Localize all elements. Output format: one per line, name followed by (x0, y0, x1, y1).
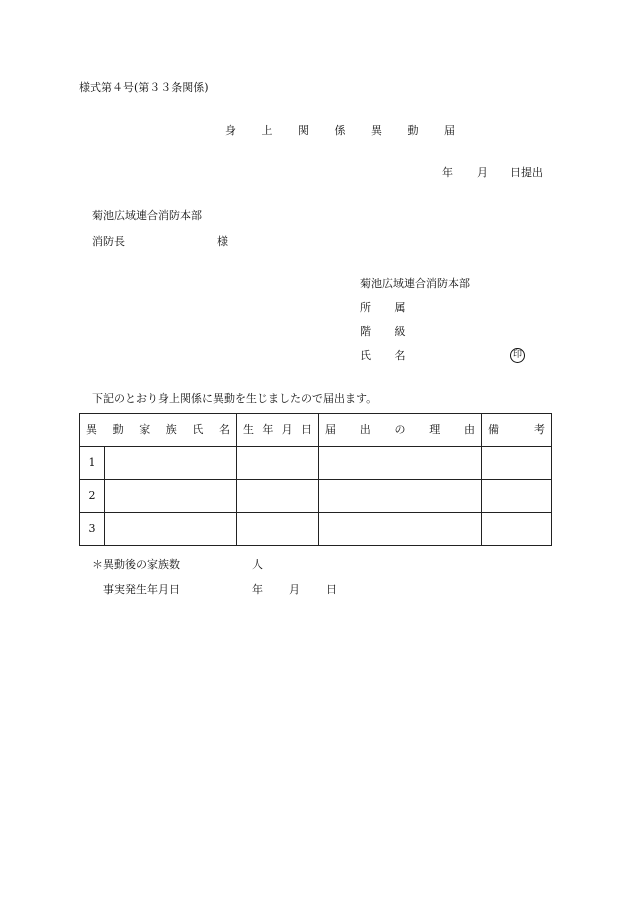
remarks-cell[interactable] (482, 447, 552, 480)
header-remarks (482, 414, 552, 447)
header-char: の (394, 423, 406, 436)
submission-date (442, 166, 543, 180)
row-number: 1 (80, 447, 105, 480)
table-row (80, 447, 552, 480)
family-change-table (79, 413, 552, 546)
seal-mark: 印 (510, 348, 525, 363)
remarks-cell[interactable] (482, 480, 552, 513)
intro-text: 下記のとおり身上関係に異動を生じましたので届出ます。 (92, 392, 378, 405)
document-title: 身 上 関 係 異 動 届 (225, 124, 466, 137)
header-family-name (80, 414, 237, 447)
header-char: 年 (262, 423, 274, 436)
birthdate-cell[interactable] (237, 480, 319, 513)
date-year-label: 年 (442, 166, 453, 179)
occurrence-day-label: 日 (326, 583, 337, 596)
date-day-submitted-label: 日提出 (510, 166, 543, 179)
rank-label: 階 級 (360, 325, 416, 338)
family-name-cell[interactable] (105, 513, 237, 546)
remarks-cell[interactable] (482, 513, 552, 546)
header-char: 理 (429, 423, 441, 436)
applicant-block (360, 277, 470, 373)
header-birthdate (237, 414, 319, 447)
addressee-organization: 菊池広域連合消防本部 (92, 209, 202, 222)
row-number: 3 (80, 513, 105, 546)
reason-cell[interactable] (319, 513, 482, 546)
occurrence-date-label: 事実発生年月日 (103, 583, 180, 596)
header-char: 生 (243, 423, 254, 436)
family-name-cell[interactable] (105, 447, 237, 480)
header-char: 名 (218, 423, 230, 436)
header-char: 族 (165, 423, 177, 436)
table-row (80, 513, 552, 546)
header-char: 動 (112, 423, 124, 436)
birthdate-cell[interactable] (237, 447, 319, 480)
reason-cell[interactable] (319, 447, 482, 480)
family-count-label: ＊異動後の家族数 (92, 558, 180, 571)
family-count-line (92, 558, 263, 572)
family-count-unit: 人 (252, 558, 263, 571)
header-char: 由 (464, 423, 475, 436)
row-number: 2 (80, 480, 105, 513)
header-char: 日 (300, 423, 312, 436)
header-char: 氏 (192, 423, 204, 436)
header-char: 家 (139, 423, 151, 436)
addressee-title-label: 消防長 (92, 235, 125, 248)
occurrence-year-label: 年 (252, 583, 263, 596)
occurrence-date-line (103, 583, 337, 597)
date-month-label: 月 (477, 166, 488, 179)
header-char: 備 (488, 423, 499, 436)
birthdate-cell[interactable] (237, 513, 319, 546)
table-row (80, 480, 552, 513)
form-number: 様式第４号(第３３条関係) (79, 81, 209, 94)
affiliation-label: 所 属 (360, 301, 416, 314)
addressee-title (92, 235, 228, 249)
header-char: 出 (359, 423, 371, 436)
name-label: 氏 名 (360, 349, 416, 362)
reason-cell[interactable] (319, 480, 482, 513)
header-char: 異 (86, 423, 97, 436)
table-header-row (80, 414, 552, 447)
occurrence-month-label: 月 (289, 583, 300, 596)
applicant-organization: 菊池広域連合消防本部 (360, 277, 470, 290)
header-char: 届 (325, 423, 336, 436)
header-char: 月 (281, 423, 293, 436)
addressee-honorific: 様 (217, 235, 228, 248)
header-reason (319, 414, 482, 447)
family-name-cell[interactable] (105, 480, 237, 513)
header-char: 考 (534, 423, 545, 436)
